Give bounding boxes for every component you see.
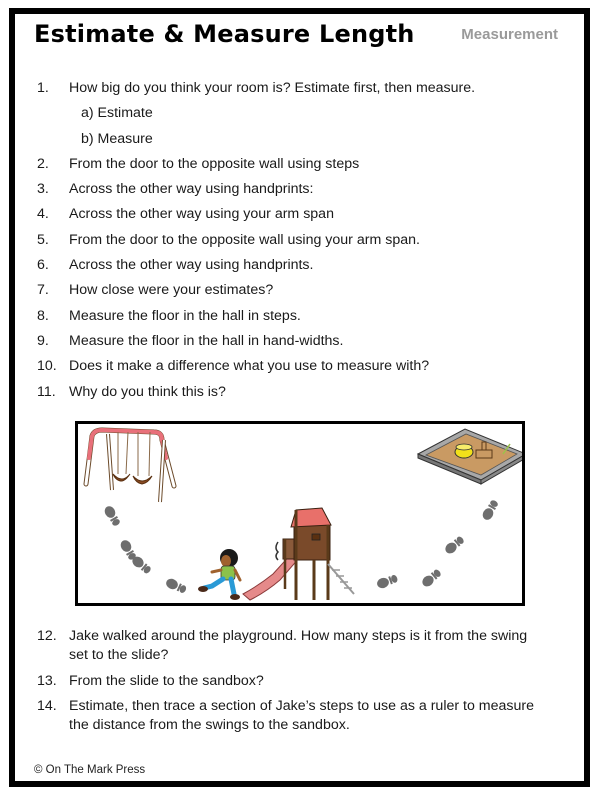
question-text: Jake walked around the playground. How many steps is it from the swing set to the slide? xyxy=(69,628,528,663)
question-text: How big do you think your room is? Estimate first, then measure. xyxy=(69,80,476,96)
question-number: 9. xyxy=(37,333,49,349)
question-text: From the door to the opposite wall using your arm span. xyxy=(69,232,420,248)
playground-illustration xyxy=(75,421,525,606)
boy-jake-icon xyxy=(198,549,240,600)
question-number: 13. xyxy=(37,673,57,689)
question-text: How close were your estimates? xyxy=(69,282,274,298)
question-number: 14. xyxy=(37,698,57,714)
question-text: Measure the floor in the hall in hand-widths. xyxy=(69,333,344,349)
question-number: 11. xyxy=(37,384,56,400)
question-number: 10. xyxy=(37,358,57,374)
question-number: 8. xyxy=(37,308,49,324)
question-number: 4. xyxy=(37,206,49,222)
question-text: a) Estimate xyxy=(81,105,153,121)
question-text: Across the other way using your arm span xyxy=(69,206,334,222)
question-number: 5. xyxy=(37,232,49,248)
sandbox-icon xyxy=(418,429,522,484)
page-title: Estimate & Measure Length xyxy=(34,20,415,48)
question-text: Does it make a difference what you use to measure with? xyxy=(69,358,430,374)
copyright-footer: © On The Mark Press xyxy=(34,764,146,776)
question-number: 6. xyxy=(37,257,49,273)
question-text: Measure the floor in the hall in steps. xyxy=(69,308,301,324)
question-text: Estimate, then trace a section of Jake’s steps to use as a ruler to measure the distance from the swings to the sandbox. xyxy=(69,698,535,733)
question-text: From the door to the opposite wall using steps xyxy=(69,156,360,172)
question-text: b) Measure xyxy=(81,131,153,147)
question-text: Across the other way using handprints: xyxy=(69,181,314,197)
question-number: 1. xyxy=(37,80,49,96)
slide-tower-icon xyxy=(243,508,354,600)
question-number: 12. xyxy=(37,628,57,644)
question-number: 3. xyxy=(37,181,49,197)
question-text: From the slide to the sandbox? xyxy=(69,673,264,689)
question-number: 7. xyxy=(37,282,49,298)
question-number: 2. xyxy=(37,156,49,172)
swing-set-icon xyxy=(86,430,174,502)
question-text: Across the other way using handprints. xyxy=(69,257,314,273)
category-label: Measurement xyxy=(461,26,558,43)
question-text: Why do you think this is? xyxy=(69,384,226,400)
